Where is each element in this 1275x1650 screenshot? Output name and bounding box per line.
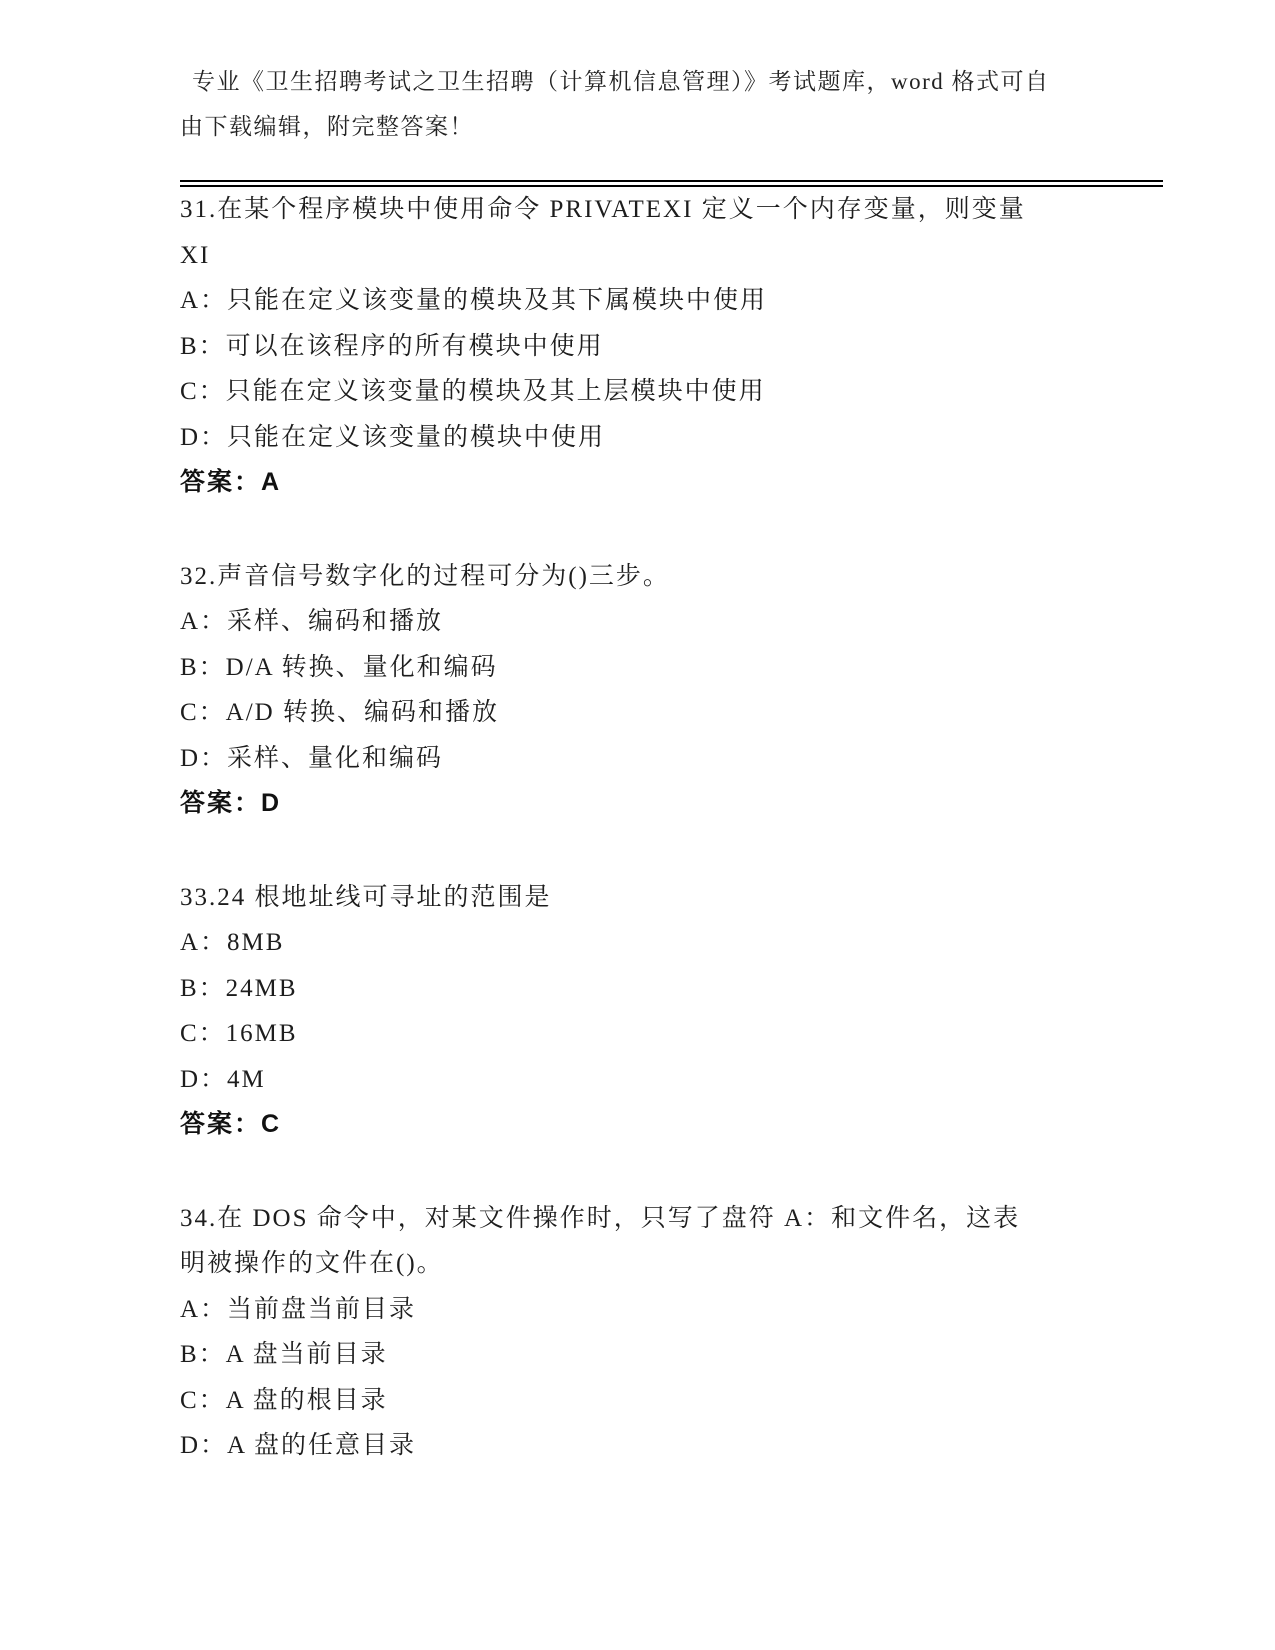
- option-b: B：24MB: [180, 974, 298, 1002]
- option-b: B：A 盘当前目录: [180, 1341, 388, 1368]
- answer-line: 答案：A: [180, 468, 282, 496]
- document-content: [180, 0, 1163, 1469]
- option-a: A：只能在定义该变量的模块及其下属模块中使用: [180, 287, 768, 314]
- question-text-line: 明被操作的文件在()。: [180, 1250, 444, 1277]
- question-block-33: [180, 875, 1163, 1148]
- question-text-line: 31.在某个程序模块中使用命令 PRIVATEXI 定义一个内存变量，则变量: [180, 196, 1026, 223]
- option-a: A：8MB: [180, 929, 285, 956]
- option-d: D：A 盘的任意目录: [180, 1432, 416, 1459]
- option-d: D：采样、量化和编码: [180, 744, 444, 772]
- question-block-32: [180, 554, 1163, 827]
- option-c: C：只能在定义该变量的模块及其上层模块中使用: [180, 378, 766, 405]
- document-header: [180, 0, 1163, 180]
- question-text-line: 32.声音信号数字化的过程可分为()三步。: [180, 562, 670, 590]
- option-b: B：可以在该程序的所有模块中使用: [180, 332, 604, 360]
- option-a: A：当前盘当前目录: [180, 1295, 417, 1323]
- option-c: C：16MB: [180, 1020, 298, 1047]
- header-text-line: 专业《卫生招聘考试之卫生招聘（计算机信息管理）》考试题库，word 格式可自: [192, 69, 1050, 94]
- option-a: A：采样、编码和播放: [180, 608, 444, 635]
- question-text-line: 34.在 DOS 命令中，对某文件操作时，只写了盘符 A：和文件名，这表: [180, 1204, 1021, 1232]
- question-block-34: [180, 1196, 1163, 1469]
- header-text-line: 由下载编辑，附完整答案！: [180, 114, 474, 139]
- option-d: D：只能在定义该变量的模块中使用: [180, 423, 606, 451]
- option-c: C：A/D 转换、编码和播放: [180, 699, 499, 726]
- answer-line: 答案：D: [180, 789, 282, 817]
- header-separator-rule: [180, 180, 1163, 187]
- option-c: C：A 盘的根目录: [180, 1386, 388, 1414]
- question-text-line: XI: [180, 241, 211, 269]
- questions-section: [180, 187, 1163, 1469]
- option-b: B：D/A 转换、量化和编码: [180, 653, 498, 681]
- question-block-31: [180, 187, 1163, 506]
- answer-line: 答案：C: [180, 1110, 282, 1138]
- question-text-line: 33.24 根地址线可寻址的范围是: [180, 883, 552, 911]
- option-d: D：4M: [180, 1065, 266, 1093]
